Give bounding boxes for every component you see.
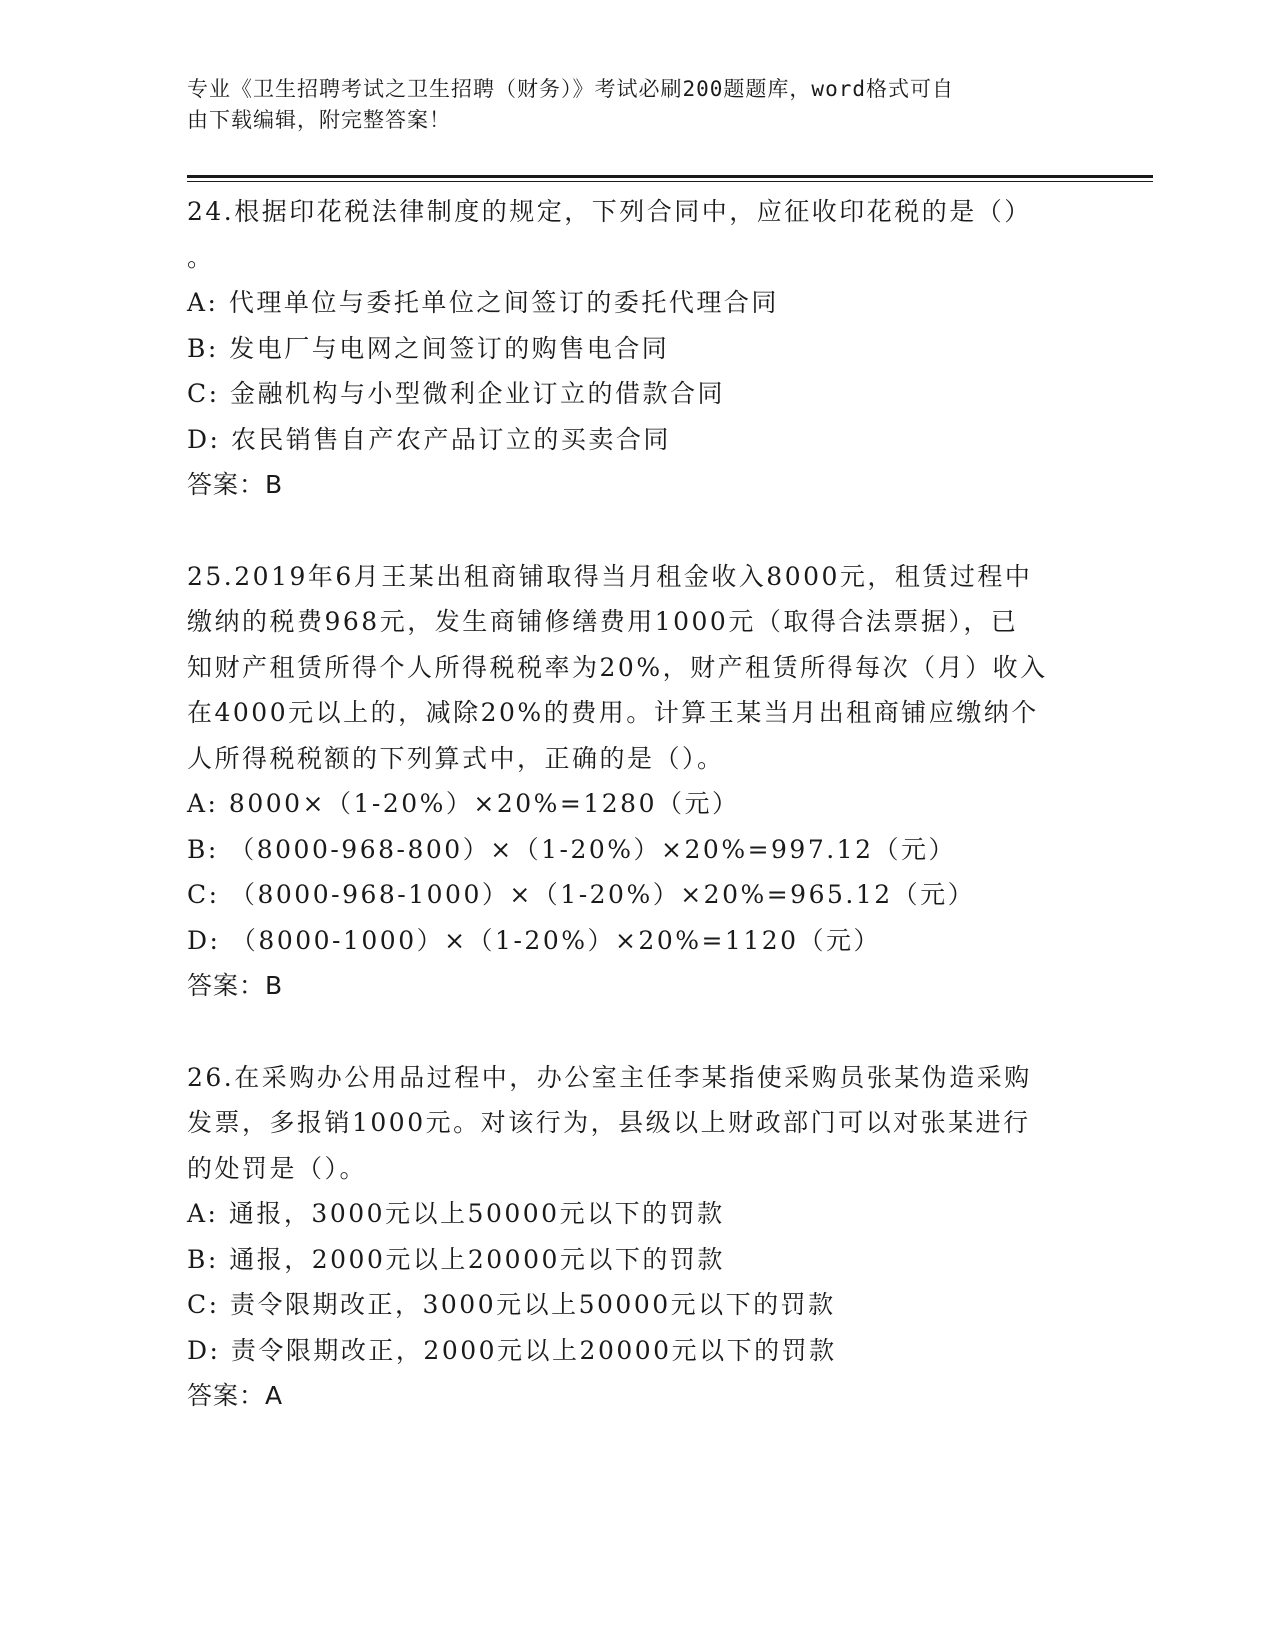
- header-divider-thin: [187, 181, 1153, 182]
- question-stem-line: 发票，多报销1000元。对该行为，县级以上财政部门可以对张某进行: [187, 1108, 1031, 1137]
- option-b: B: （8000-968-800）×（1-20%）×20%=997.12（元）: [187, 834, 956, 864]
- question-stem-line: 缴纳的税费968元，发生商铺修缮费用1000元（取得合法票据），已: [187, 607, 1019, 636]
- question-25: [187, 554, 1087, 1009]
- option-a: A: 8000×（1-20%）×20%=1280（元）: [187, 789, 740, 818]
- header-line: 专业《卫生招聘考试之卫生招聘（财务）》考试必刷200题题库，word格式可自: [187, 77, 954, 101]
- option-d: D: 农民销售自产农产品订立的买卖合同: [187, 424, 671, 454]
- option-d: D: （8000-1000）×（1-20%）×20%=1120（元）: [187, 925, 882, 955]
- document-header: [187, 74, 1067, 136]
- question-list: [187, 189, 1087, 1419]
- question-stem-line: 。: [187, 242, 215, 272]
- answer: 答案：B: [187, 971, 284, 1000]
- answer: 答案：A: [187, 1381, 284, 1410]
- question-stem-line: 人所得税税额的下列算式中，正确的是（）。: [187, 743, 725, 773]
- option-c: C: （8000-968-1000）×（1-20%）×20%=965.12（元）: [187, 880, 976, 909]
- question-stem-line: 知财产租赁所得个人所得税税率为20%，财产租赁所得每次（月）收入: [187, 652, 1048, 682]
- option-d: D: 责令限期改正，2000元以上20000元以下的罚款: [187, 1335, 837, 1365]
- answer: 答案：B: [187, 470, 284, 499]
- question-stem-line: 24.根据印花税法律制度的规定，下列合同中，应征收印花税的是（）: [187, 197, 1032, 226]
- question-stem-line: 的处罚是（）。: [187, 1153, 368, 1183]
- option-b: B: 通报，2000元以上20000元以下的罚款: [187, 1244, 725, 1274]
- option-a: A: 代理单位与委托单位之间签订的委托代理合同: [187, 288, 779, 317]
- header-line: 由下载编辑，附完整答案！: [187, 108, 451, 132]
- question-stem-line: 25.2019年6月王某出租商铺取得当月租金收入8000元，租赁过程中: [187, 561, 1033, 591]
- question-24: [187, 189, 1087, 508]
- option-c: C: 责令限期改正，3000元以上50000元以下的罚款: [187, 1290, 836, 1319]
- question-26: [187, 1055, 1087, 1419]
- question-stem-line: 26.在采购办公用品过程中，办公室主任李某指使采购员张某伪造采购: [187, 1062, 1032, 1092]
- option-c: C: 金融机构与小型微利企业订立的借款合同: [187, 379, 725, 408]
- question-stem-line: 在4000元以上的，减除20%的费用。计算王某当月出租商铺应缴纳个: [187, 698, 1039, 727]
- option-a: A: 通报，3000元以上50000元以下的罚款: [187, 1199, 725, 1228]
- option-b: B: 发电厂与电网之间签订的购售电合同: [187, 333, 670, 363]
- header-divider-thick: [187, 175, 1153, 178]
